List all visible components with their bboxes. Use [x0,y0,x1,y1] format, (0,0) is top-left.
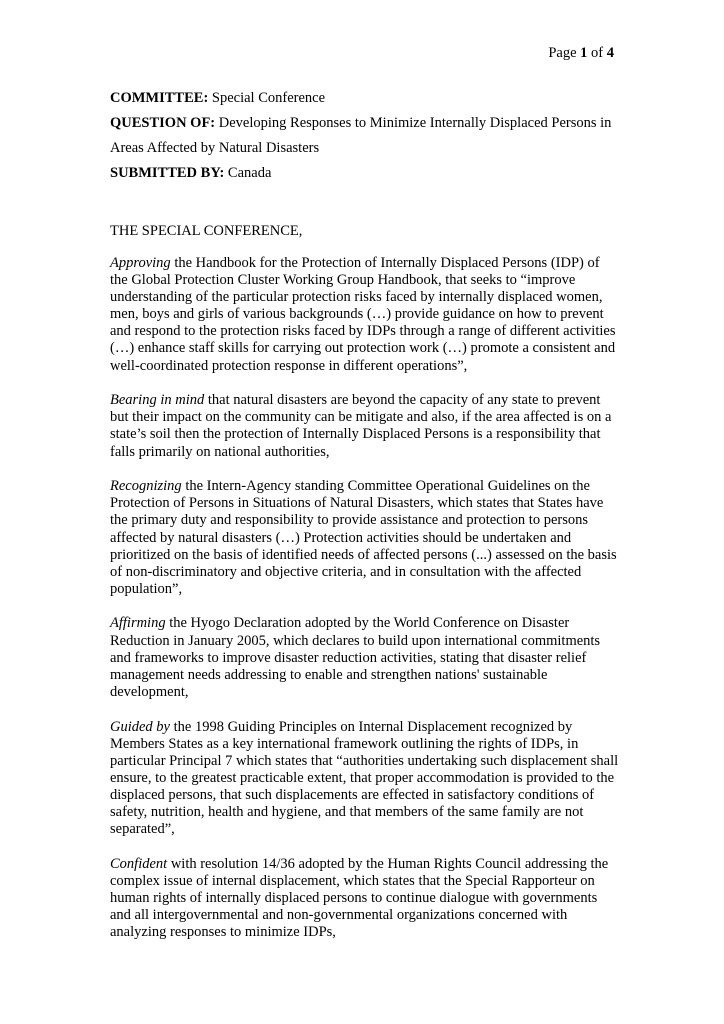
clause-lead: Affirming [110,615,166,632]
submitted-line [110,161,620,186]
page-number-prefix: Page [548,45,581,61]
clause-affirming [110,615,620,700]
clause-lead: Recognizing [110,478,182,495]
clause-recognizing [110,478,620,598]
submitted-label: SUBMITTED BY: [110,165,225,181]
resolution-header [110,86,620,186]
opening-phrase: THE SPECIAL CONFERENCE, [110,223,303,239]
clause-text: that natural disasters are beyond the capacity of any state to prevent but their impact on the community can be mitigate and also, if the area affected is on a state’s soil then the protection of Internally Displaced Persons is a responsibility that falls primarily on national authorities, [110,392,612,460]
question-value: Developing Responses to Minimize Internally Displaced Persons in Areas Affected by Natural Disasters [110,115,612,156]
page-number-current: 1 [580,45,588,61]
committee-line [110,86,620,111]
page-number [548,44,614,62]
submitted-value: Canada [224,165,272,181]
clause-lead: Bearing in mind [110,392,205,409]
clause-bearing-in-mind [110,392,620,460]
clause-confident [110,856,620,941]
clause-text: the Intern-Agency standing Committee Operational Guidelines on the Protection of Persons in Situations of Natural Disasters, which states that States have the primary duty and responsibility to provide assistance and protection to persons affected by natural disasters (…) Protection activities should be undertaken and prioritized on the basis of identified needs of affected persons (...) assessed on the basis of non-discriminatory and objective criteria, and in consultation with the affected population”, [110,478,617,597]
question-line [110,111,620,161]
clause-lead: Guided by [110,718,170,735]
clause-guided-by [110,719,620,839]
clause-text: the Handbook for the Protection of Internally Displaced Persons (IDP) of the Global Protection Cluster Working Group Handbook, that seeks to “improve understanding of the particular protection risks faced by internally displaced women, men, boys and girls of various backgrounds (…) provide guidance on how to prevent and respond to the protection risks faced by IDPs through a range of different activities (…) enhance staff skills for carrying out protection work (…) promote a consistent and well-coordinated protection response in different operations”, [110,255,616,374]
question-label: QUESTION OF: [110,115,216,131]
clause-lead: Confident [110,855,168,872]
committee-value: Special Conference [208,90,326,106]
clause-text: with resolution 14/36 adopted by the Human Rights Council addressing the complex issue of internal displacement, which states that the Special Rapporteur on human rights of internally displaced persons to continue dialogue with governments and all intergovernmental and non-governmental organizations concerned with analyzing responses to minimize IDPs, [110,855,609,941]
committee-label: COMMITTEE: [110,90,209,106]
preambulatory-clauses [110,255,620,959]
clause-text: the 1998 Guiding Principles on Internal Displacement recognized by Members States as a key international framework outlining the rights of IDPs, in particular Principal 7 which states that “authorities undertaking such displacement shall ensure, to the greatest practicable extent, that proper accommodation is provided to the displaced persons, that such displacements are effected in satisfactory conditions of safety, nutrition, health and hygiene, and that members of the same family are not separated”, [110,718,619,838]
page-number-middle: of [587,45,607,61]
page-number-total: 4 [606,45,614,61]
clause-lead: Approving [110,255,171,271]
clause-text: the Hyogo Declaration adopted by the World Conference on Disaster Reduction in January 2005, which declares to build upon international commitments and frameworks to improve disaster reduction activities, stating that disaster relief management needs addressing to enable and strengthen nations' sustainable development, [110,615,601,700]
clause-approving [110,255,620,375]
